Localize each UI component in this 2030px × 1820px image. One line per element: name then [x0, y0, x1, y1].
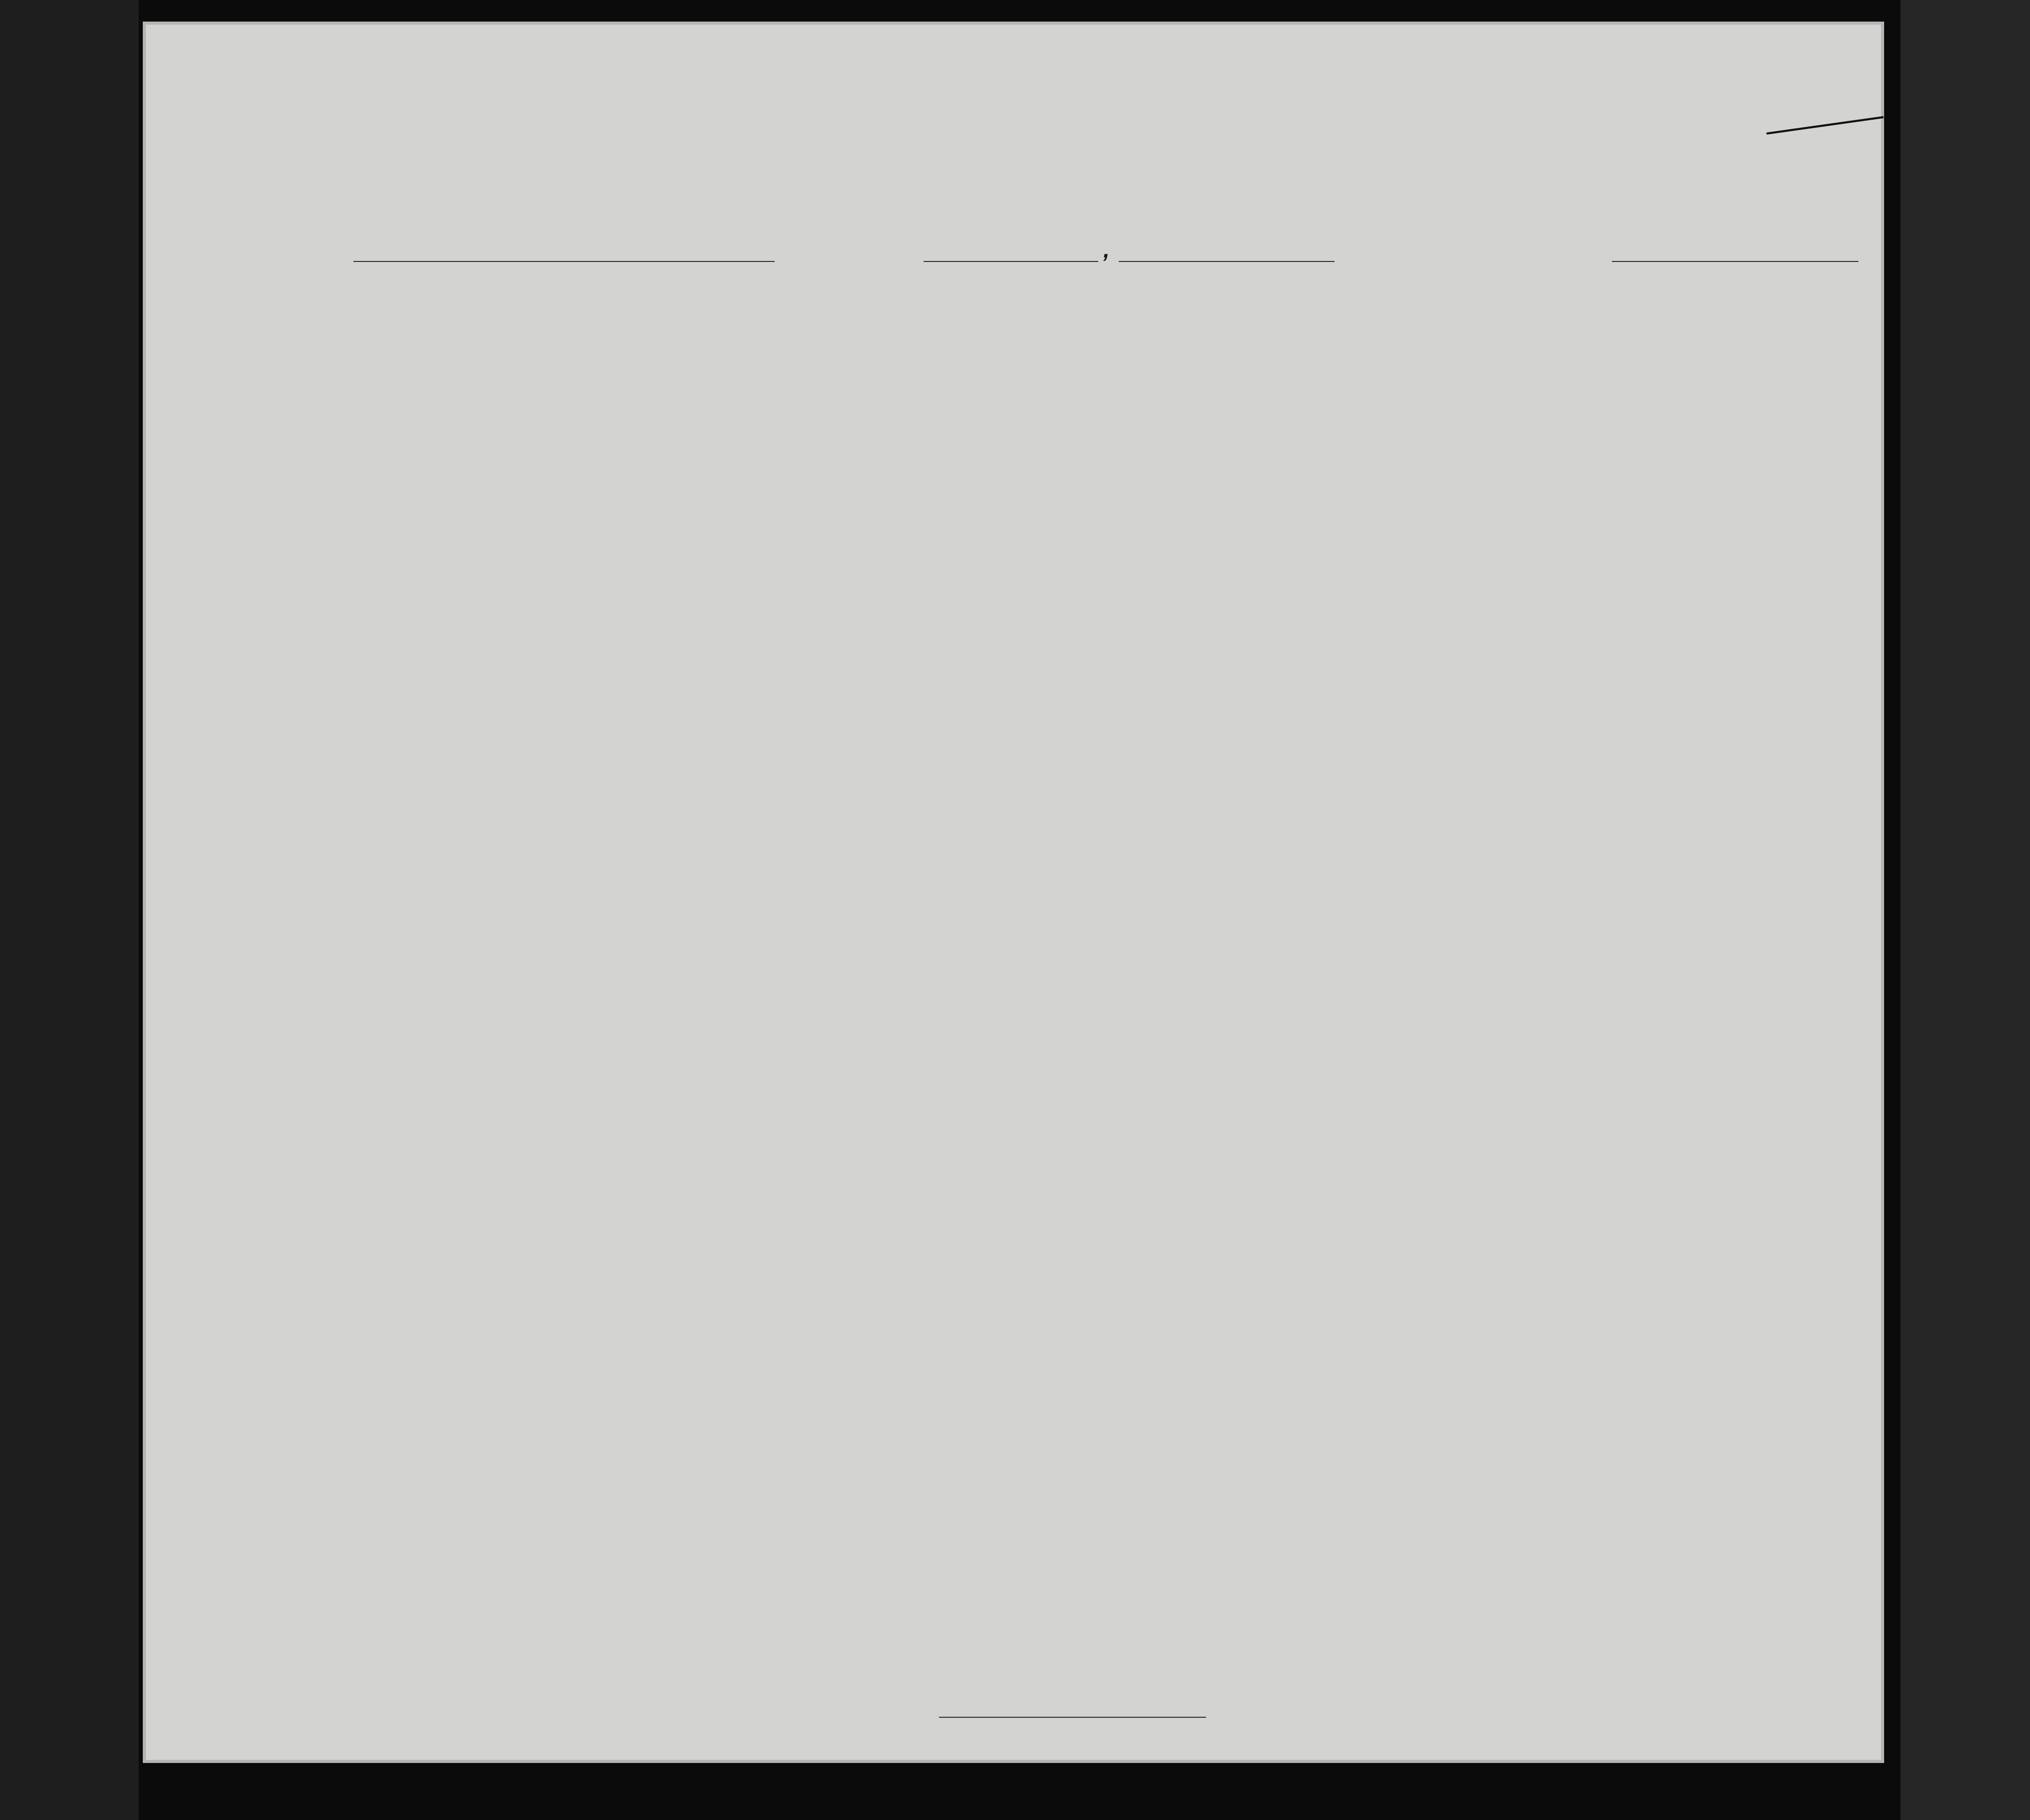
from-underline — [1612, 261, 1858, 262]
table-grid — [143, 22, 1884, 1763]
left-film-edge — [0, 0, 139, 1820]
sheet-underline — [1766, 116, 1884, 135]
date-underline — [1119, 261, 1334, 262]
port-underline — [924, 261, 1098, 262]
right-film-edge — [1901, 0, 2030, 1820]
vessel-underline — [353, 261, 775, 262]
inspector-line — [939, 1717, 1206, 1718]
comma-sep: , — [1103, 237, 1110, 262]
identification-checkmarks — [143, 22, 1884, 1763]
manifest-sheet — [143, 22, 1884, 1763]
